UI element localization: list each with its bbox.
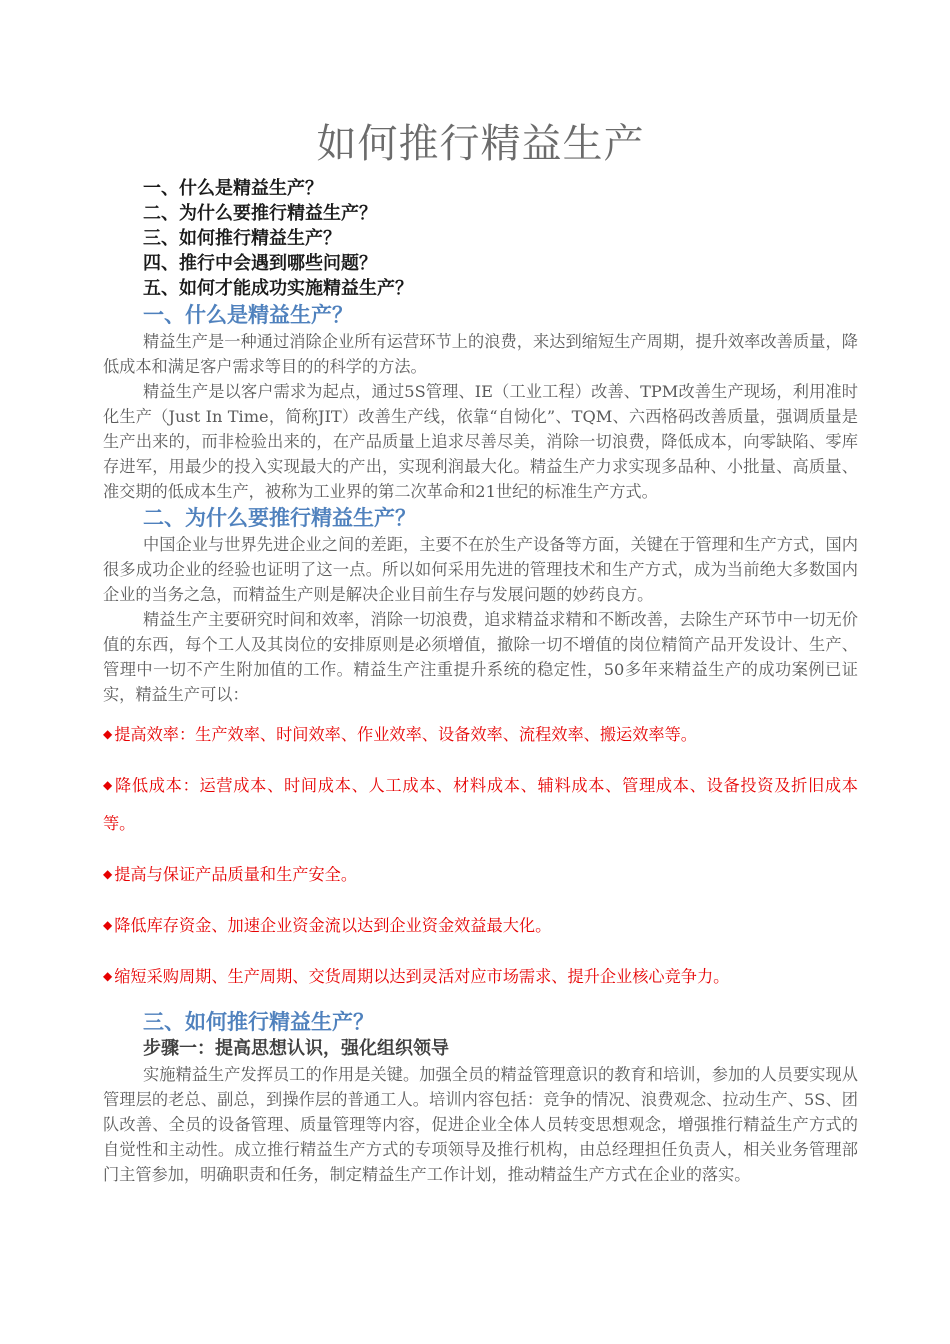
benefit-text: 提高效率：生产效率、时间效率、作业效率、设备效率、流程效率、搬运效率等。 xyxy=(114,725,697,744)
section2-paragraph-2: 精益生产主要研究时间和效率，消除一切浪费，追求精益求精和不断改善，去除生产环节中一切无价值的东西，每个工人及其岗位的安排原则是必须增值，撤除一切不增值的岗位精简产品开发设计、生产、管理中一切不产生附加值的工作。精益生产注重提升系统的稳定性，50多年来精益生产的成功案例已证实，精益生产可以： xyxy=(103,610,858,704)
toc-item-4: 四、推行中会遇到哪些问题？ xyxy=(143,253,377,274)
benefit-item xyxy=(103,855,858,894)
section2-heading: 二、为什么要推行精益生产？ xyxy=(143,506,416,530)
benefit-text: 提高与保证产品质量和生产安全。 xyxy=(114,865,358,884)
step1-heading: 步骤一：提高思想认识，强化组织领导 xyxy=(143,1038,449,1059)
benefit-text: 降低库存资金、加速企业资金流以达到企业资金效益最大化。 xyxy=(114,916,552,935)
diamond-bullet-icon: ◆ xyxy=(103,778,113,792)
document-title: 如何推行精益生产 xyxy=(316,121,645,167)
benefit-item xyxy=(103,906,858,945)
section1-heading: 一、什么是精益生产？ xyxy=(143,303,353,327)
diamond-bullet-icon: ◆ xyxy=(103,727,113,741)
benefit-item xyxy=(103,715,858,754)
toc-item-3: 三、如何推行精益生产？ xyxy=(143,228,341,249)
section3-heading: 三、如何推行精益生产？ xyxy=(143,1010,374,1034)
benefit-item xyxy=(103,957,858,996)
diamond-bullet-icon: ◆ xyxy=(103,969,113,983)
section3-paragraph-1: 实施精益生产发挥员工的作用是关键。加强全员的精益管理意识的教育和培训，参加的人员要实现从管理层的老总、副总，到操作层的普通工人。培训内容包括：竞争的情况、浪费观念、拉动生产、5S、团队改善、全员的设备管理、质量管理等内容，促进企业全体人员转变思想观念，增强推行精益生产方式的自觉性和主动性。成立推行精益生产方式的专项领导及推行机构，由总经理担任负责人，相关业务管理部门主管参加，明确职责和任务，制定精益生产工作计划，推动精益生产方式在企业的落实。 xyxy=(103,1065,858,1184)
table-of-contents xyxy=(103,176,858,301)
benefit-text: 降低成本：运营成本、时间成本、人工成本、材料成本、辅料成本、管理成本、设备投资及折旧成本等。 xyxy=(103,776,858,833)
section1-paragraph-1: 精益生产是一种通过消除企业所有运营环节上的浪费，来达到缩短生产周期，提升效率改善质量，降低成本和满足客户需求等目的的科学的方法。 xyxy=(103,332,858,376)
toc-item-1: 一、什么是精益生产？ xyxy=(143,178,323,199)
benefit-list xyxy=(103,715,858,996)
diamond-bullet-icon: ◆ xyxy=(103,918,113,932)
toc-item-5: 五、如何才能成功实施精益生产？ xyxy=(143,278,413,299)
benefit-text: 缩短采购周期、生产周期、交货周期以达到灵活对应市场需求、提升企业核心竞争力。 xyxy=(114,967,730,986)
section2-paragraph-1: 中国企业与世界先进企业之间的差距，主要不在於生产设备等方面，关键在于管理和生产方式，国内很多成功企业的经验也证明了这一点。所以如何采用先进的管理技术和生产方式，成为当前绝大多数国内企业的当务之急，而精益生产则是解决企业目前生存与发展问题的妙药良方。 xyxy=(103,535,858,604)
toc-item-2: 二、为什么要推行精益生产？ xyxy=(143,203,377,224)
section1-paragraph-2: 精益生产是以客户需求为起点，通过5S管理、IE（工业工程）改善、TPM改善生产现场，利用准时化生产（Just In Time，简称JIT）改善生产线，依靠“自恸化”、TQM、六西格码改善质量，强调质量是生产出来的，而非检验出来的，在产品质量上追求尽善尽美，消除一切浪费，降低成本，向零缺陷、零库存进军，用最少的投入实现最大的产出，实现利润最大化。精益生产力求实现多品种、小批量、高质量、准交期的低成本生产，被称为工业界的第二次革命和21世纪的标准生产方式。 xyxy=(103,382,858,501)
benefit-item xyxy=(103,766,858,843)
diamond-bullet-icon: ◆ xyxy=(103,867,113,881)
